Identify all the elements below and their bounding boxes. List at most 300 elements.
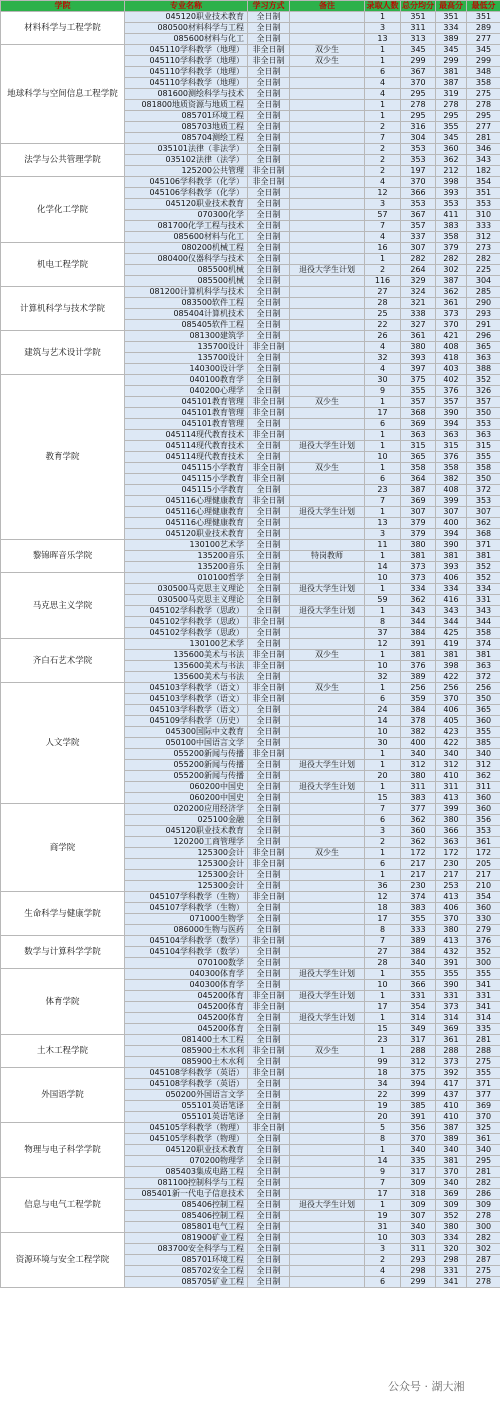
avg-cell: 363 xyxy=(401,430,436,441)
mode-cell: 全日制 xyxy=(248,606,290,617)
min-cell: 363 xyxy=(467,661,500,672)
note-cell xyxy=(290,705,365,716)
mode-cell: 全日制 xyxy=(248,804,290,815)
avg-cell: 384 xyxy=(401,628,436,639)
max-cell: 340 xyxy=(436,1178,467,1189)
major-cell: 045110学科教学（地理） xyxy=(125,78,248,89)
mode-cell: 全日制 xyxy=(248,232,290,243)
table-row xyxy=(1,375,500,386)
avg-cell: 379 xyxy=(401,529,436,540)
mode-cell: 全日制 xyxy=(248,155,290,166)
count-cell: 15 xyxy=(365,793,401,804)
major-cell: 045300国际中文教育 xyxy=(125,727,248,738)
count-cell: 22 xyxy=(365,320,401,331)
min-cell: 353 xyxy=(467,826,500,837)
major-cell: 055200新闻与传播 xyxy=(125,749,248,760)
max-cell: 403 xyxy=(436,364,467,375)
count-cell: 23 xyxy=(365,1035,401,1046)
mode-cell: 全日制 xyxy=(248,1222,290,1233)
mode-cell: 非全日制 xyxy=(248,474,290,485)
avg-cell: 355 xyxy=(401,386,436,397)
major-cell: 130100艺术学 xyxy=(125,639,248,650)
avg-cell: 334 xyxy=(401,584,436,595)
major-cell: 125300会计 xyxy=(125,881,248,892)
count-cell: 1 xyxy=(365,969,401,980)
col-avg-header: 总分均分 xyxy=(402,1,434,10)
table-row xyxy=(1,1233,500,1244)
count-cell: 1 xyxy=(365,870,401,881)
avg-cell: 172 xyxy=(401,848,436,859)
max-cell: 256 xyxy=(436,683,467,694)
major-cell: 045104学科教学（数学） xyxy=(125,947,248,958)
min-cell: 340 xyxy=(467,1145,500,1156)
count-cell: 17 xyxy=(365,914,401,925)
min-cell: 344 xyxy=(467,617,500,628)
avg-cell: 331 xyxy=(401,991,436,1002)
note-cell xyxy=(290,1255,365,1266)
mode-cell: 全日制 xyxy=(248,738,290,749)
min-cell: 388 xyxy=(467,364,500,375)
max-cell: 419 xyxy=(436,639,467,650)
mode-cell: 全日制 xyxy=(248,309,290,320)
count-cell: 6 xyxy=(365,694,401,705)
mode-cell: 非全日制 xyxy=(248,749,290,760)
min-cell: 350 xyxy=(467,474,500,485)
avg-cell: 315 xyxy=(401,441,436,452)
max-cell: 417 xyxy=(436,1079,467,1090)
mode-cell: 全日制 xyxy=(248,111,290,122)
count-cell: 2 xyxy=(365,122,401,133)
mode-cell: 全日制 xyxy=(248,452,290,463)
max-cell: 288 xyxy=(436,1046,467,1057)
mode-cell: 非全日制 xyxy=(248,694,290,705)
avg-cell: 317 xyxy=(401,1035,436,1046)
avg-cell: 354 xyxy=(401,1002,436,1013)
max-cell: 369 xyxy=(436,1024,467,1035)
min-cell: 351 xyxy=(467,188,500,199)
note-cell: 退役大学生计划 xyxy=(290,265,365,276)
major-cell: 045120职业技术教育 xyxy=(125,12,248,23)
major-cell: 130100艺术学 xyxy=(125,540,248,551)
count-cell: 1 xyxy=(365,441,401,452)
college-cell: 人文学院 xyxy=(1,683,125,804)
major-cell: 086000生物与医药 xyxy=(125,925,248,936)
note-cell xyxy=(290,364,365,375)
max-cell: 370 xyxy=(436,914,467,925)
note-cell xyxy=(290,419,365,430)
max-cell: 295 xyxy=(436,111,467,122)
max-cell: 413 xyxy=(436,793,467,804)
count-cell: 34 xyxy=(365,1079,401,1090)
note-cell xyxy=(290,23,365,34)
mode-cell: 全日制 xyxy=(248,320,290,331)
min-cell: 182 xyxy=(467,166,500,177)
avg-cell: 309 xyxy=(401,1200,436,1211)
mode-cell: 全日制 xyxy=(248,507,290,518)
mode-cell: 全日制 xyxy=(248,705,290,716)
mode-cell: 全日制 xyxy=(248,562,290,573)
max-cell: 400 xyxy=(436,518,467,529)
note-cell xyxy=(290,353,365,364)
count-cell: 18 xyxy=(365,1068,401,1079)
max-cell: 331 xyxy=(436,1266,467,1277)
note-cell xyxy=(290,122,365,133)
note-cell xyxy=(290,232,365,243)
note-cell xyxy=(290,276,365,287)
note-cell: 退役大学生计划 xyxy=(290,584,365,595)
max-cell: 370 xyxy=(436,694,467,705)
avg-cell: 321 xyxy=(401,298,436,309)
max-cell: 379 xyxy=(436,243,467,254)
mode-cell: 非全日制 xyxy=(248,892,290,903)
note-cell xyxy=(290,320,365,331)
note-cell xyxy=(290,1145,365,1156)
major-cell: 055200新闻与传播 xyxy=(125,760,248,771)
note-cell xyxy=(290,89,365,100)
mode-cell: 全日制 xyxy=(248,353,290,364)
avg-cell: 307 xyxy=(401,507,436,518)
college-cell: 体育学院 xyxy=(1,969,125,1035)
avg-cell: 394 xyxy=(401,1079,436,1090)
count-cell: 36 xyxy=(365,881,401,892)
min-cell: 287 xyxy=(467,1255,500,1266)
min-cell: 331 xyxy=(467,595,500,606)
min-cell: 360 xyxy=(467,793,500,804)
mode-cell: 全日制 xyxy=(248,254,290,265)
count-cell: 27 xyxy=(365,947,401,958)
max-cell: 172 xyxy=(436,848,467,859)
table-row xyxy=(1,1123,500,1134)
mode-cell: 非全日制 xyxy=(248,45,290,56)
max-cell: 416 xyxy=(436,595,467,606)
mode-cell: 非全日制 xyxy=(248,991,290,1002)
max-cell: 390 xyxy=(436,980,467,991)
min-cell: 351 xyxy=(467,12,500,23)
min-cell: 345 xyxy=(467,45,500,56)
min-cell: 309 xyxy=(467,1200,500,1211)
table-row xyxy=(1,331,500,342)
note-cell xyxy=(290,496,365,507)
min-cell: 330 xyxy=(467,914,500,925)
mode-cell: 全日制 xyxy=(248,265,290,276)
count-cell: 3 xyxy=(365,199,401,210)
major-cell: 035101法律（非法学） xyxy=(125,144,248,155)
max-cell: 345 xyxy=(436,133,467,144)
max-cell: 311 xyxy=(436,782,467,793)
max-cell: 373 xyxy=(436,1057,467,1068)
min-cell: 365 xyxy=(467,705,500,716)
major-cell: 070300化学 xyxy=(125,210,248,221)
major-cell: 045102学科教学（思政） xyxy=(125,628,248,639)
count-cell: 1 xyxy=(365,683,401,694)
table-row xyxy=(1,12,500,23)
major-cell: 085900土木水利 xyxy=(125,1057,248,1068)
major-cell: 045200体育 xyxy=(125,1013,248,1024)
min-cell: 295 xyxy=(467,1156,500,1167)
major-cell: 045105学科教学（物理） xyxy=(125,1134,248,1145)
count-cell: 1 xyxy=(365,760,401,771)
major-cell: 085701环境工程 xyxy=(125,1255,248,1266)
mode-cell: 全日制 xyxy=(248,672,290,683)
min-cell: 343 xyxy=(467,155,500,166)
mode-cell: 全日制 xyxy=(248,1156,290,1167)
count-cell: 19 xyxy=(365,1101,401,1112)
count-cell: 13 xyxy=(365,518,401,529)
avg-cell: 400 xyxy=(401,738,436,749)
count-cell: 12 xyxy=(365,188,401,199)
avg-cell: 384 xyxy=(401,947,436,958)
count-cell: 7 xyxy=(365,804,401,815)
mode-cell: 全日制 xyxy=(248,133,290,144)
count-cell: 1 xyxy=(365,507,401,518)
count-cell: 17 xyxy=(365,1189,401,1200)
min-cell: 372 xyxy=(467,485,500,496)
table-row xyxy=(1,1178,500,1189)
min-cell: 300 xyxy=(467,958,500,969)
mode-cell: 全日制 xyxy=(248,386,290,397)
avg-cell: 382 xyxy=(401,727,436,738)
major-cell: 081300建筑学 xyxy=(125,331,248,342)
note-cell xyxy=(290,1123,365,1134)
min-cell: 278 xyxy=(467,100,500,111)
count-cell: 14 xyxy=(365,562,401,573)
count-cell: 12 xyxy=(365,639,401,650)
min-cell: 363 xyxy=(467,430,500,441)
college-cell: 建筑与艺术设计学院 xyxy=(1,331,125,375)
count-cell: 1 xyxy=(365,650,401,661)
max-cell: 212 xyxy=(436,166,467,177)
note-cell xyxy=(290,958,365,969)
count-cell: 17 xyxy=(365,408,401,419)
note-cell xyxy=(290,793,365,804)
min-cell: 352 xyxy=(467,947,500,958)
major-cell: 081100控制科学与工程 xyxy=(125,1178,248,1189)
mode-cell: 全日制 xyxy=(248,1211,290,1222)
min-cell: 361 xyxy=(467,1134,500,1145)
avg-cell: 264 xyxy=(401,265,436,276)
avg-cell: 356 xyxy=(401,1123,436,1134)
count-cell: 22 xyxy=(365,1090,401,1101)
note-cell xyxy=(290,573,365,584)
major-cell: 045120职业技术教育 xyxy=(125,529,248,540)
note-cell xyxy=(290,210,365,221)
major-cell: 085703地质工程 xyxy=(125,122,248,133)
mode-cell: 全日制 xyxy=(248,727,290,738)
avg-cell: 307 xyxy=(401,243,436,254)
note-cell xyxy=(290,1266,365,1277)
count-cell: 25 xyxy=(365,309,401,320)
note-cell xyxy=(290,331,365,342)
mode-cell: 非全日制 xyxy=(248,683,290,694)
major-cell: 040300体育学 xyxy=(125,969,248,980)
table-row xyxy=(1,1068,500,1079)
mode-cell: 非全日制 xyxy=(248,177,290,188)
count-cell: 3 xyxy=(365,826,401,837)
count-cell: 7 xyxy=(365,496,401,507)
count-cell: 20 xyxy=(365,771,401,782)
min-cell: 371 xyxy=(467,1079,500,1090)
avg-cell: 366 xyxy=(401,188,436,199)
avg-cell: 311 xyxy=(401,23,436,34)
note-cell xyxy=(290,661,365,672)
count-cell: 28 xyxy=(365,958,401,969)
min-cell: 381 xyxy=(467,650,500,661)
avg-cell: 359 xyxy=(401,694,436,705)
major-cell: 045115小学教育 xyxy=(125,474,248,485)
note-cell xyxy=(290,375,365,386)
avg-cell: 375 xyxy=(401,1068,436,1079)
major-cell: 045200体育 xyxy=(125,991,248,1002)
table-body xyxy=(1,12,500,1288)
max-cell: 410 xyxy=(436,1101,467,1112)
note-cell xyxy=(290,738,365,749)
note-cell xyxy=(290,199,365,210)
count-cell: 7 xyxy=(365,936,401,947)
mode-cell: 全日制 xyxy=(248,947,290,958)
max-cell: 423 xyxy=(436,727,467,738)
note-cell xyxy=(290,749,365,760)
note-cell xyxy=(290,309,365,320)
count-cell: 2 xyxy=(365,837,401,848)
mode-cell: 全日制 xyxy=(248,221,290,232)
count-cell: 1 xyxy=(365,991,401,1002)
mode-cell: 全日制 xyxy=(248,903,290,914)
count-cell: 8 xyxy=(365,617,401,628)
major-cell: 085705矿业工程 xyxy=(125,1277,248,1288)
major-cell: 081200计算机科学与技术 xyxy=(125,287,248,298)
major-cell: 010100哲学 xyxy=(125,573,248,584)
major-cell: 060200中国史 xyxy=(125,793,248,804)
table-row xyxy=(1,45,500,56)
min-cell: 217 xyxy=(467,870,500,881)
major-cell: 085801电气工程 xyxy=(125,1222,248,1233)
max-cell: 380 xyxy=(436,1222,467,1233)
avg-cell: 217 xyxy=(401,870,436,881)
mode-cell: 全日制 xyxy=(248,12,290,23)
mode-cell: 全日制 xyxy=(248,441,290,452)
major-cell: 085404计算机技术 xyxy=(125,309,248,320)
count-cell: 10 xyxy=(365,1233,401,1244)
max-cell: 376 xyxy=(436,386,467,397)
mode-cell: 全日制 xyxy=(248,760,290,771)
mode-cell: 全日制 xyxy=(248,1266,290,1277)
avg-cell: 381 xyxy=(401,650,436,661)
mode-cell: 全日制 xyxy=(248,78,290,89)
avg-cell: 380 xyxy=(401,540,436,551)
count-cell: 57 xyxy=(365,210,401,221)
count-cell: 1 xyxy=(365,1145,401,1156)
avg-cell: 366 xyxy=(401,980,436,991)
college-cell: 马克思主义学院 xyxy=(1,573,125,639)
mode-cell: 非全日制 xyxy=(248,1123,290,1134)
college-cell: 土木工程学院 xyxy=(1,1035,125,1068)
count-cell: 1 xyxy=(365,397,401,408)
max-cell: 320 xyxy=(436,1244,467,1255)
mode-cell: 全日制 xyxy=(248,958,290,969)
note-cell xyxy=(290,628,365,639)
count-cell: 8 xyxy=(365,925,401,936)
min-cell: 381 xyxy=(467,551,500,562)
major-cell: 135200音乐 xyxy=(125,562,248,573)
count-cell: 1 xyxy=(365,430,401,441)
count-cell: 99 xyxy=(365,1057,401,1068)
college-cell: 教育学院 xyxy=(1,375,125,540)
note-cell xyxy=(290,474,365,485)
max-cell: 319 xyxy=(436,89,467,100)
major-cell: 085406控制工程 xyxy=(125,1200,248,1211)
note-cell xyxy=(290,188,365,199)
max-cell: 437 xyxy=(436,1090,467,1101)
min-cell: 282 xyxy=(467,1233,500,1244)
college-cell: 数学与计算科学学院 xyxy=(1,936,125,969)
min-cell: 291 xyxy=(467,320,500,331)
min-cell: 279 xyxy=(467,925,500,936)
table-row xyxy=(1,639,500,650)
college-cell: 黎锦晖音乐学院 xyxy=(1,540,125,573)
min-cell: 314 xyxy=(467,1013,500,1024)
max-cell: 340 xyxy=(436,1145,467,1156)
count-cell: 1 xyxy=(365,254,401,265)
max-cell: 309 xyxy=(436,1200,467,1211)
avg-cell: 393 xyxy=(401,353,436,364)
mode-cell: 全日制 xyxy=(248,595,290,606)
avg-cell: 288 xyxy=(401,1046,436,1057)
note-cell xyxy=(290,1156,365,1167)
max-cell: 361 xyxy=(436,298,467,309)
major-cell: 125300会计 xyxy=(125,848,248,859)
avg-cell: 384 xyxy=(401,705,436,716)
note-cell xyxy=(290,914,365,925)
avg-cell: 295 xyxy=(401,89,436,100)
max-cell: 370 xyxy=(436,320,467,331)
min-cell: 370 xyxy=(467,1112,500,1123)
min-cell: 312 xyxy=(467,232,500,243)
avg-cell: 311 xyxy=(401,1244,436,1255)
mode-cell: 非全日制 xyxy=(248,650,290,661)
mode-cell: 非全日制 xyxy=(248,936,290,947)
max-cell: 393 xyxy=(436,562,467,573)
major-cell: 050200外国语言文学 xyxy=(125,1090,248,1101)
count-cell: 4 xyxy=(365,89,401,100)
note-cell xyxy=(290,672,365,683)
table-row xyxy=(1,804,500,815)
avg-cell: 383 xyxy=(401,903,436,914)
note-cell xyxy=(290,386,365,397)
major-cell: 081900矿业工程 xyxy=(125,1233,248,1244)
note-cell: 退役大学生计划 xyxy=(290,760,365,771)
avg-cell: 345 xyxy=(401,45,436,56)
count-cell: 10 xyxy=(365,661,401,672)
min-cell: 353 xyxy=(467,199,500,210)
avg-cell: 355 xyxy=(401,969,436,980)
min-cell: 311 xyxy=(467,782,500,793)
avg-cell: 389 xyxy=(401,936,436,947)
note-cell: 退役大学生计划 xyxy=(290,507,365,518)
mode-cell: 全日制 xyxy=(248,914,290,925)
major-cell: 125200公共管理 xyxy=(125,166,248,177)
count-cell: 18 xyxy=(365,903,401,914)
count-cell: 1 xyxy=(365,463,401,474)
mode-cell: 全日制 xyxy=(248,826,290,837)
max-cell: 343 xyxy=(436,606,467,617)
avg-cell: 311 xyxy=(401,782,436,793)
major-cell: 040100教育学 xyxy=(125,375,248,386)
mode-cell: 全日制 xyxy=(248,793,290,804)
major-cell: 135200音乐 xyxy=(125,551,248,562)
avg-cell: 389 xyxy=(401,672,436,683)
mode-cell: 非全日制 xyxy=(248,166,290,177)
major-cell: 085405软件工程 xyxy=(125,320,248,331)
